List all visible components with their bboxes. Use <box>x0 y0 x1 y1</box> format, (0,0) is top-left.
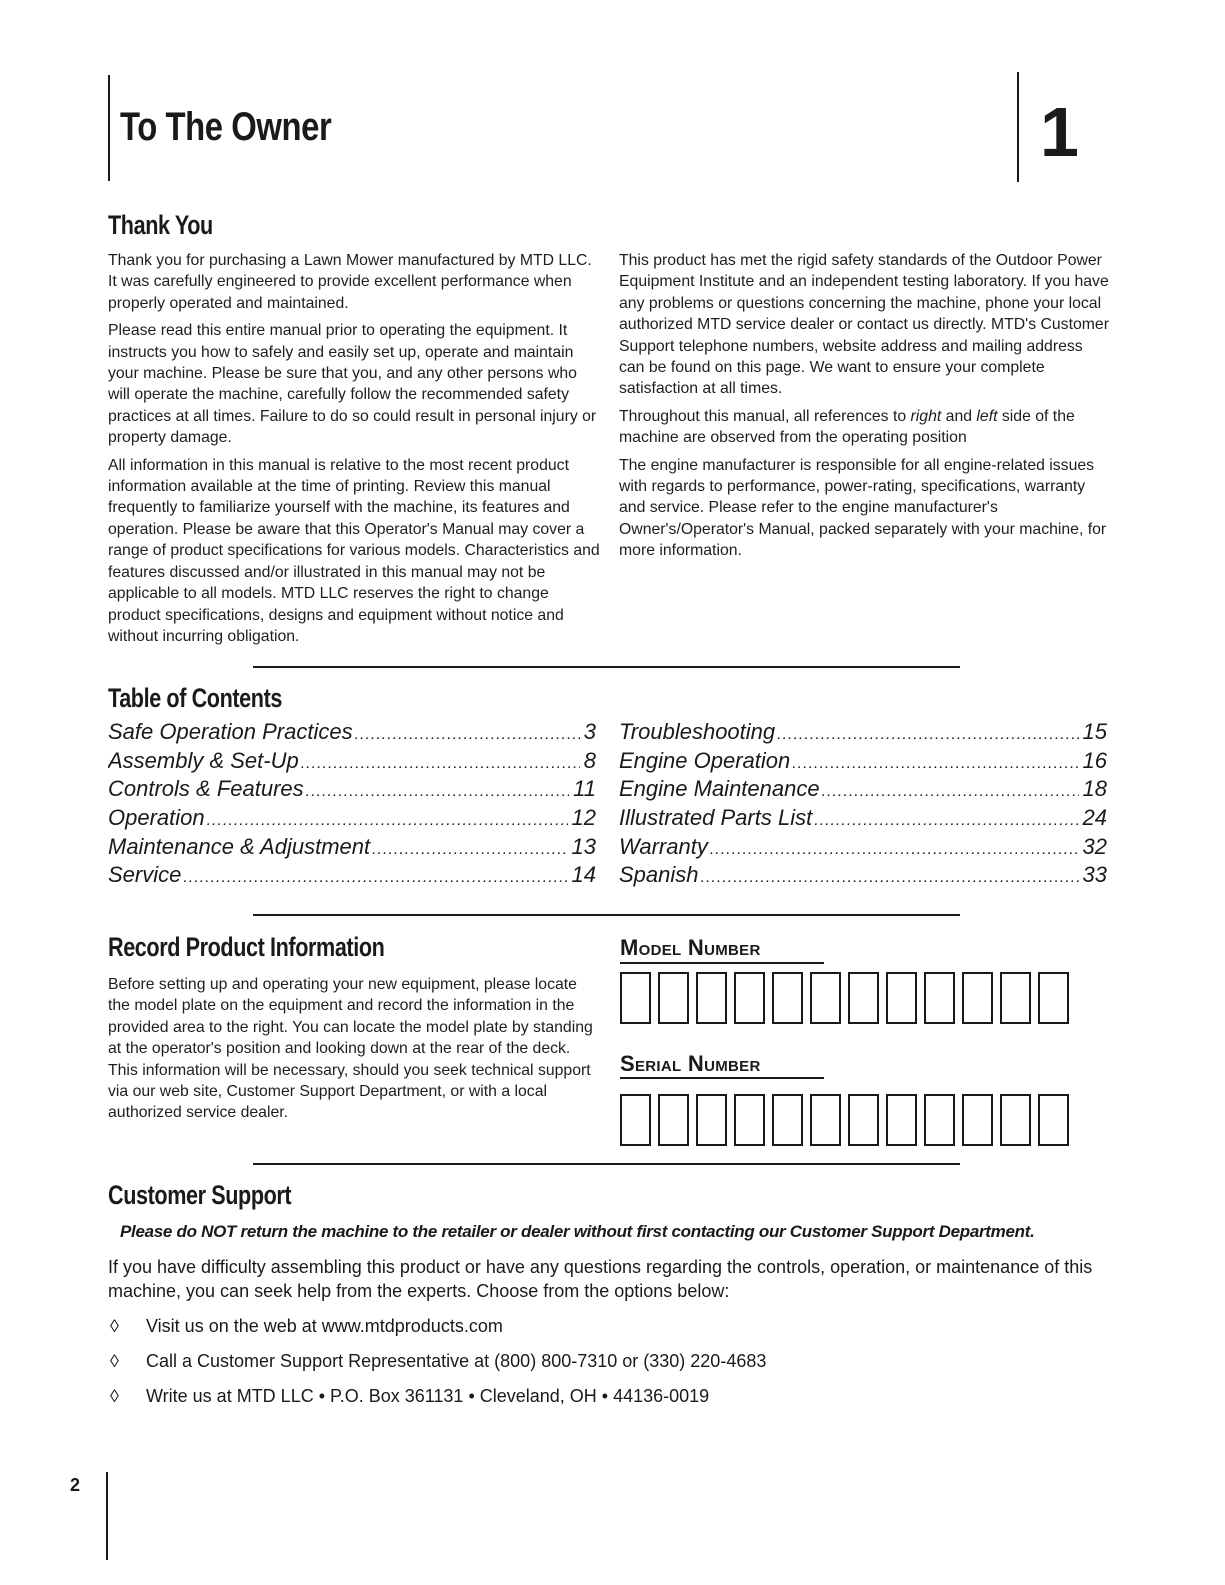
text-run: side of the machine are observed from the operating position <box>619 407 1075 447</box>
section-divider <box>253 666 960 668</box>
serial-number-boxes[interactable] <box>620 1094 1069 1146</box>
toc-entry[interactable] <box>619 747 1107 776</box>
section-divider <box>253 914 960 916</box>
page-number: 2 <box>70 1475 81 1495</box>
toc-entry[interactable] <box>108 775 596 804</box>
model-number-digit-box[interactable] <box>962 972 993 1024</box>
toc-leader <box>792 750 1078 776</box>
toc-entry[interactable] <box>619 804 1107 833</box>
toc-entry-page: 16 <box>1082 747 1107 773</box>
toc-entry-page: 32 <box>1082 833 1107 859</box>
toc-entry[interactable] <box>108 861 596 890</box>
diamond-icon: ◊ <box>110 1386 119 1406</box>
model-number-boxes[interactable] <box>620 972 1069 1024</box>
record-heading: Record Product Information <box>108 932 385 962</box>
toc-entry-page: 13 <box>571 833 596 859</box>
toc-entry-page: 3 <box>583 719 596 744</box>
serial-number-digit-box[interactable] <box>962 1094 993 1146</box>
serial-number-digit-box[interactable] <box>1000 1094 1031 1146</box>
toc-entry-title: Assembly & Set-Up <box>108 747 299 773</box>
toc-entry-page: 18 <box>1082 776 1107 802</box>
toc-entry-title: Operation <box>108 805 205 831</box>
model-number-label: Model Number <box>620 935 761 960</box>
model-number-digit-box[interactable] <box>772 972 803 1024</box>
toc-entry[interactable] <box>108 718 596 747</box>
thank-you-paragraph: This product has met the rigid safety standards of the Outdoor Power Equipment Institute and an independent testing laboratory. If you have any problems or questions concerning the machine, phone your local authorized MTD service dealer or contact us directly. MTD's Customer Support telephone numbers, website address and mailing address can be found on this page. We want to ensure your complete satisfaction at all times. <box>619 252 1109 398</box>
thank-you-right-column <box>619 250 1111 568</box>
serial-number-digit-box[interactable] <box>924 1094 955 1146</box>
toc-entry-title: Illustrated Parts List <box>619 805 813 831</box>
toc-leader <box>372 836 567 862</box>
toc-entry-title: Engine Operation <box>619 747 791 773</box>
toc-leader <box>822 778 1079 804</box>
model-number-digit-box[interactable] <box>734 972 765 1024</box>
model-number-digit-box[interactable] <box>696 972 727 1024</box>
list-item <box>108 1349 1108 1384</box>
header-right-rule <box>1017 72 1019 182</box>
toc-entry-title: Service <box>108 862 182 888</box>
diamond-icon: ◊ <box>110 1316 119 1336</box>
text-run: and <box>941 407 977 425</box>
diamond-icon: ◊ <box>110 1351 119 1371</box>
model-number-digit-box[interactable] <box>1038 972 1069 1024</box>
model-number-digit-box[interactable] <box>1000 972 1031 1024</box>
chapter-number: 1 <box>1040 93 1079 171</box>
serial-number-digit-box[interactable] <box>886 1094 917 1146</box>
toc-entry-title: Maintenance & Adjustment <box>108 833 371 859</box>
thank-you-left-column <box>108 250 600 653</box>
toc-leader <box>207 807 568 833</box>
support-intro: If you have difficulty assembling this product or have any questions regarding the controls, operation, or maintenance of this machine, you can seek help from the experts. Choose from the options below: <box>108 1257 1093 1301</box>
model-number-underline <box>620 962 824 964</box>
thank-you-heading: Thank You <box>108 210 213 240</box>
thank-you-paragraph: Please read this entire manual prior to operating the equipment. It instructs you how to safely and easily set up, operate and maintain your machine. Please be sure that you, and any other persons who will operate the machine, carefully follow the recommended safety practices at all times. Failure to do so could result in personal injury or property damage. <box>108 322 597 447</box>
page-title: To The Owner <box>120 105 332 149</box>
toc-leader <box>701 864 1079 890</box>
support-options <box>108 1314 1108 1419</box>
toc-entry-page: 24 <box>1082 805 1107 831</box>
toc-entry-page: 15 <box>1082 719 1107 744</box>
toc-heading: Table of Contents <box>108 683 282 713</box>
thank-you-paragraph: The engine manufacturer is responsible for all engine-related issues with regards to performance, power-rating, specifications, warranty and service. Please refer to the engine manufacturer's Owner's/Operator's Manual, packed separately with your machine, for more information. <box>619 456 1107 560</box>
serial-number-digit-box[interactable] <box>810 1094 841 1146</box>
toc-leader <box>183 864 567 890</box>
section-divider <box>253 1163 960 1165</box>
support-option-web[interactable]: Visit us on the web at www.mtdproducts.com <box>146 1316 503 1336</box>
model-number-digit-box[interactable] <box>620 972 651 1024</box>
toc-leader <box>777 721 1078 747</box>
support-option-mail: Write us at MTD LLC • P.O. Box 361131 • Cleveland, OH • 44136-0019 <box>146 1386 710 1406</box>
thank-you-paragraph <box>619 406 1111 449</box>
toc-entry[interactable] <box>619 861 1107 890</box>
text-run: Throughout this manual, all references to <box>619 407 911 425</box>
toc-entry-page: 8 <box>583 747 596 773</box>
toc-entry[interactable] <box>108 833 596 862</box>
list-item <box>108 1384 1108 1419</box>
serial-number-digit-box[interactable] <box>696 1094 727 1146</box>
serial-number-digit-box[interactable] <box>848 1094 879 1146</box>
toc-entry-title: Troubleshooting <box>619 719 776 744</box>
toc-entry[interactable] <box>619 718 1107 747</box>
toc-entry[interactable] <box>108 747 596 776</box>
toc-right-column <box>619 718 1107 890</box>
toc-entry-page: 11 <box>573 776 596 802</box>
serial-number-digit-box[interactable] <box>772 1094 803 1146</box>
text-run-italic: left <box>976 407 998 425</box>
toc-entry[interactable] <box>619 775 1107 804</box>
model-number-digit-box[interactable] <box>658 972 689 1024</box>
toc-leader <box>301 750 580 776</box>
footer-rule <box>106 1472 108 1560</box>
serial-number-digit-box[interactable] <box>1038 1094 1069 1146</box>
model-number-digit-box[interactable] <box>886 972 917 1024</box>
toc-entry-title: Safe Operation Practices <box>108 719 353 744</box>
serial-number-underline <box>620 1077 824 1079</box>
thank-you-paragraph: Thank you for purchasing a Lawn Mower manufactured by MTD LLC. It was carefully engineered to provide excellent performance when properly operated and maintained. <box>108 252 592 312</box>
support-warning: Please do NOT return the machine to the retailer or dealer without first contacting our Customer Support Department. <box>120 1222 1035 1241</box>
toc-entry-page: 14 <box>571 862 596 888</box>
record-text: Before setting up and operating your new equipment, please locate the model plate on the equipment and record the information in the provided area to the right. You can locate the model plate by standing at the operator's position and looking down at the rear of the deck. This information will be necessary, should you seek technical support via our web site, Customer Support Department, or with a local authorized service dealer. <box>108 976 593 1122</box>
model-number-digit-box[interactable] <box>848 972 879 1024</box>
thank-you-paragraph: All information in this manual is relative to the most recent product information available at the time of printing. Review this manual frequently to familiarize yourself with the machine, its features and operation. Please be aware that this Operator's Manual may cover a range of product specifications for various models. Characteristics and features discussed and/or illustrated in this manual may not be applicable to all models. MTD LLC reserves the right to change product specifications, designs and equipment without notice and without incurring obligation. <box>108 456 600 645</box>
list-item <box>108 1314 1108 1349</box>
model-number-digit-box[interactable] <box>810 972 841 1024</box>
toc-entry-page: 12 <box>571 805 596 831</box>
support-heading: Customer Support <box>108 1180 292 1210</box>
toc-left-column <box>108 718 596 890</box>
toc-entry-page: 33 <box>1082 862 1107 888</box>
text-run-italic: right <box>910 407 942 425</box>
toc-leader <box>306 778 570 804</box>
model-number-digit-box[interactable] <box>924 972 955 1024</box>
serial-number-digit-box[interactable] <box>658 1094 689 1146</box>
toc-entry-title: Controls & Features <box>108 776 304 802</box>
serial-number-label: Serial Number <box>620 1051 761 1076</box>
toc-entry[interactable] <box>108 804 596 833</box>
toc-entry-title: Engine Maintenance <box>619 776 820 802</box>
toc-leader <box>710 836 1079 862</box>
serial-number-digit-box[interactable] <box>734 1094 765 1146</box>
toc-entry-title: Warranty <box>619 833 708 859</box>
support-option-phone: Call a Customer Support Representative at (800) 800-7310 or (330) 220-4683 <box>146 1351 767 1371</box>
toc-leader <box>814 807 1078 833</box>
header-left-rule <box>108 75 110 181</box>
toc-entry-title: Spanish <box>619 862 699 888</box>
toc-entry[interactable] <box>619 833 1107 862</box>
serial-number-digit-box[interactable] <box>620 1094 651 1146</box>
toc-leader <box>355 721 580 747</box>
